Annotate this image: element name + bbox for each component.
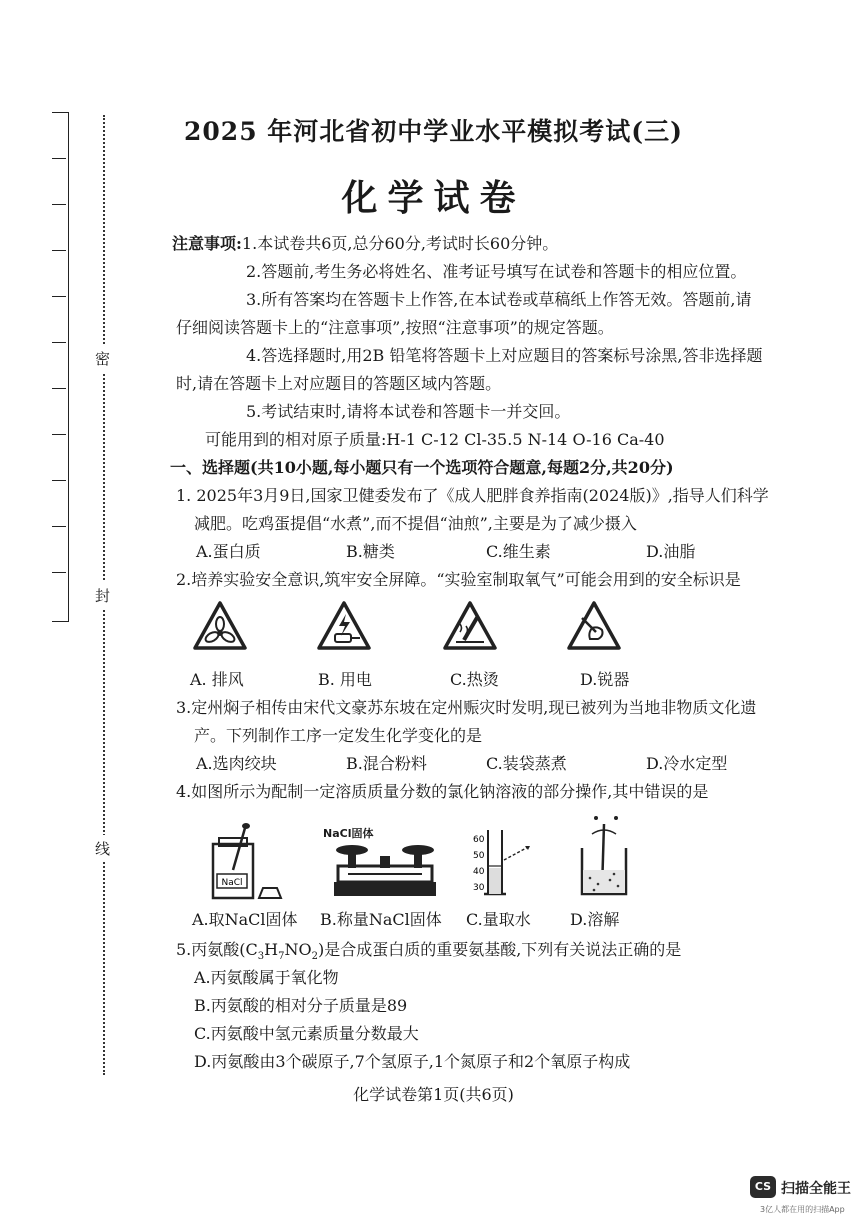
binding-tick (52, 434, 66, 435)
formula-h-count: 7 (278, 951, 285, 963)
q2-option-c: C.热烫 (450, 670, 499, 689)
watermark-name: 扫描全能王 (781, 1181, 851, 1197)
q4-stem: 4.如图所示为配制一定溶质质量分数的氯化钠溶液的部分操作,其中错误的是 (176, 782, 709, 801)
formula-h: H (264, 940, 279, 959)
bottle-label: NaCl (221, 878, 243, 888)
q5-option-b: B.丙氨酸的相对分子质量是89 (194, 996, 408, 1015)
reagent-bottle-icon (205, 822, 285, 902)
q4-option-c: C.量取水 (466, 910, 531, 929)
tick-label: 50 (473, 851, 485, 861)
q3-option-d: D.冷水定型 (646, 754, 728, 773)
binding-tick (52, 250, 66, 251)
q2-option-d: D.锐器 (580, 670, 630, 689)
section-heading: 一、选择题(共10小题,每小题只有一个选项符合题意,每题2分,共20分) (170, 458, 674, 477)
notes-line-2: 2.答题前,考生务必将姓名、准考证号填写在试卷和答题卡的相应位置。 (246, 262, 747, 281)
q2-option-b: B. 用电 (318, 670, 372, 689)
notes-text: 1.本试卷共6页,总分60分,考试时长60分钟。 (241, 234, 559, 253)
binding-tick (52, 572, 66, 573)
q2-stem: 2.培养实验安全意识,筑牢安全屏障。“实验室制取氧气”可能会用到的安全标识是 (176, 570, 741, 589)
q5-option-c: C.丙氨酸中氢元素质量分数最大 (194, 1024, 419, 1043)
q5-stem-post: )是合成蛋白质的重要氨基酸,下列有关说法正确的是 (317, 940, 682, 959)
balance-scale-icon (330, 838, 440, 900)
q4-option-b: B.称量NaCl固体 (320, 910, 442, 929)
q1-option-c: C.维生素 (486, 542, 551, 561)
binding-tick (52, 342, 66, 343)
hot-surface-icon (442, 600, 498, 652)
q3-option-c: C.装袋蒸煮 (486, 754, 567, 773)
formula-no: NO (284, 940, 312, 959)
beaker-stirring-icon (574, 814, 634, 900)
formula-c: C (245, 940, 258, 959)
nacl-solid-label: NaCl固体 (323, 827, 374, 840)
binding-tick (52, 388, 66, 389)
seal-char-mi: 密 (95, 345, 110, 372)
q1-option-a: A.蛋白质 (196, 542, 261, 561)
q3-option-b: B.混合粉料 (346, 754, 427, 773)
notes-label: 注意事项: (172, 234, 242, 253)
notes-line-3b: 仔细阅读答题卡上的“注意事项”,按照“注意事项”的规定答题。 (176, 318, 614, 337)
graduated-cylinder-icon (470, 828, 540, 900)
notes-line-5: 5.考试结束时,请将本试卷和答题卡一并交回。 (246, 402, 571, 421)
sharp-object-icon (566, 600, 622, 652)
electricity-icon (316, 600, 372, 652)
q1-stem-1: 1. 2025年3月9日,国家卫健委发布了《成人肥胖食养指南(2024版)》,指导人们科学 (176, 486, 769, 505)
notes-line-4b: 时,请在答题卡上对应题目的答题区域内答题。 (176, 374, 502, 393)
tick-label: 40 (473, 867, 485, 877)
subject-title: 化学试卷 (341, 177, 526, 219)
q1-stem-2: 减肥。吃鸡蛋提倡“水煮”,而不提倡“油煎”,主要是为了减少摄入 (194, 514, 637, 533)
binding-tick (52, 158, 66, 159)
q5-option-d: D.丙氨酸由3个碳原子,7个氢原子,1个氮原子和2个氧原子构成 (194, 1052, 631, 1071)
q5-stem (176, 940, 681, 967)
formula-o-count: 2 (311, 951, 318, 963)
seal-char-xian: 线 (95, 835, 110, 862)
q3-option-a: A.选肉绞块 (196, 754, 277, 773)
q3-stem-2: 产。下列制作工序一定发生化学变化的是 (194, 726, 483, 745)
tick-label: 30 (473, 883, 485, 893)
q5-option-a: A.丙氨酸属于氧化物 (194, 968, 339, 987)
q3-stem-1: 3.定州焖子相传由宋代文豪苏东坡在定州赈灾时发明,现已被列为当地非物质文化遗 (176, 698, 757, 717)
q1-option-d: D.油脂 (646, 542, 696, 561)
binding-tick (52, 526, 66, 527)
q4-option-d: D.溶解 (570, 910, 620, 929)
watermark-subtitle: 3亿人都在用的扫描App (760, 1205, 845, 1214)
exhaust-fan-icon (192, 600, 248, 652)
notes-line-1 (172, 234, 558, 254)
atomic-masses: 可能用到的相对原子质量:H-1 C-12 Cl-35.5 N-14 O-16 Ca-40 (205, 430, 665, 449)
binding-tick (52, 480, 66, 481)
binding-tick (52, 296, 66, 297)
tick-label: 60 (473, 835, 485, 845)
q5-stem-pre: 5.丙氨酸( (176, 940, 246, 959)
notes-line-3a: 3.所有答案均在答题卡上作答,在本试卷或草稿纸上作答无效。答题前,请 (246, 290, 752, 309)
notes-line-4a: 4.答选择题时,用2B 铅笔将答题卡上对应题目的答案标号涂黑,答非选择题 (246, 346, 763, 365)
exam-title: 2025 年河北省初中学业水平模拟考试(三) (184, 117, 683, 146)
camscanner-logo: CS (750, 1176, 776, 1198)
seal-char-feng: 封 (95, 582, 110, 609)
formula-c-count: 3 (257, 951, 265, 963)
q4-option-a: A.取NaCl固体 (192, 910, 298, 929)
q2-option-a: A. 排风 (190, 670, 244, 689)
q1-option-b: B.糖类 (346, 542, 395, 561)
page-footer: 化学试卷第1页(共6页) (353, 1085, 514, 1104)
